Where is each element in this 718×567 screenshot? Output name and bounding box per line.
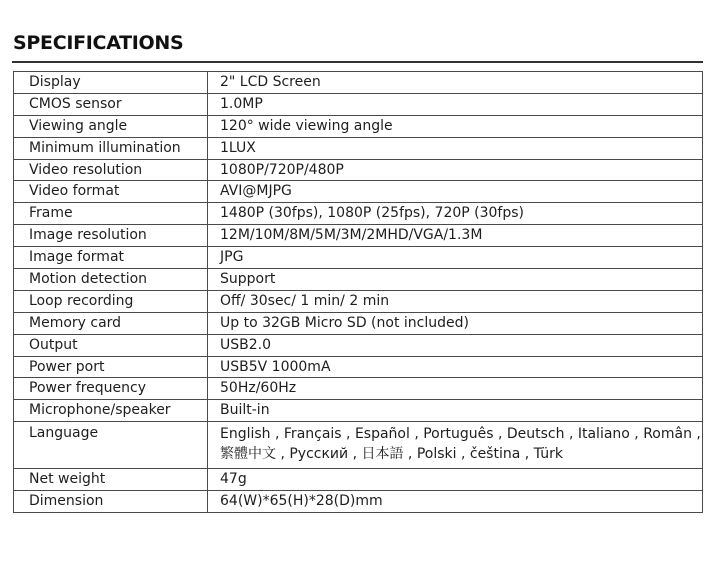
spec-value: USB2.0	[208, 334, 703, 356]
spec-value: 1480P (30fps), 1080P (25fps), 720P (30fps)	[208, 203, 703, 225]
spec-label: Memory card	[14, 312, 208, 334]
spec-label: Video format	[14, 181, 208, 203]
table-row	[14, 334, 703, 356]
table-row	[14, 400, 703, 422]
spec-label: Power port	[14, 356, 208, 378]
spec-label: Image format	[14, 247, 208, 269]
language-line-1: English , Français , Español , Português , Deutsch , Italiano , Român ,	[220, 426, 701, 443]
table-row	[14, 491, 703, 513]
spec-label: Loop recording	[14, 290, 208, 312]
table-row	[14, 72, 703, 94]
spec-value: 47g	[208, 469, 703, 491]
spec-label: Video resolution	[14, 159, 208, 181]
table-row	[14, 312, 703, 334]
table-row	[14, 93, 703, 115]
table-row	[14, 225, 703, 247]
spec-value: 120° wide viewing angle	[208, 115, 703, 137]
language-line-2: 繁體中文 , Русский , 日本語 , Polski , čeština , Türk	[220, 446, 564, 463]
page-title: SPECIFICATIONS	[13, 32, 184, 54]
table-row	[14, 137, 703, 159]
table-row	[14, 203, 703, 225]
spec-label: CMOS sensor	[14, 93, 208, 115]
title-underline	[12, 61, 703, 63]
spec-value	[208, 422, 703, 469]
table-row	[14, 356, 703, 378]
spec-label: Image resolution	[14, 225, 208, 247]
spec-label: Power frequency	[14, 378, 208, 400]
spec-label: Output	[14, 334, 208, 356]
table-row	[14, 469, 703, 491]
specifications-table	[13, 71, 703, 513]
spec-value: 12M/10M/8M/5M/3M/2MHD/VGA/1.3M	[208, 225, 703, 247]
spec-label: Viewing angle	[14, 115, 208, 137]
spec-value: 1080P/720P/480P	[208, 159, 703, 181]
spec-label: Language	[14, 422, 208, 469]
spec-value: Up to 32GB Micro SD (not included)	[208, 312, 703, 334]
spec-label: Minimum illumination	[14, 137, 208, 159]
spec-value: 1LUX	[208, 137, 703, 159]
table-row	[14, 290, 703, 312]
table-row	[14, 247, 703, 269]
table-row-language	[14, 422, 703, 469]
spec-label: Dimension	[14, 491, 208, 513]
spec-label: Frame	[14, 203, 208, 225]
spec-value: USB5V 1000mA	[208, 356, 703, 378]
spec-value: Built-in	[208, 400, 703, 422]
spec-value: 64(W)*65(H)*28(D)mm	[208, 491, 703, 513]
table-row	[14, 181, 703, 203]
table-row	[14, 115, 703, 137]
table-row	[14, 378, 703, 400]
spec-value: Off/ 30sec/ 1 min/ 2 min	[208, 290, 703, 312]
spec-label: Microphone/speaker	[14, 400, 208, 422]
spec-value: JPG	[208, 247, 703, 269]
table-row	[14, 269, 703, 291]
spec-value: 2" LCD Screen	[208, 72, 703, 94]
spec-value: 1.0MP	[208, 93, 703, 115]
spec-label: Net weight	[14, 469, 208, 491]
spec-value: 50Hz/60Hz	[208, 378, 703, 400]
spec-value: AVI@MJPG	[208, 181, 703, 203]
spec-label: Display	[14, 72, 208, 94]
spec-label: Motion detection	[14, 269, 208, 291]
table-row	[14, 159, 703, 181]
spec-value: Support	[208, 269, 703, 291]
